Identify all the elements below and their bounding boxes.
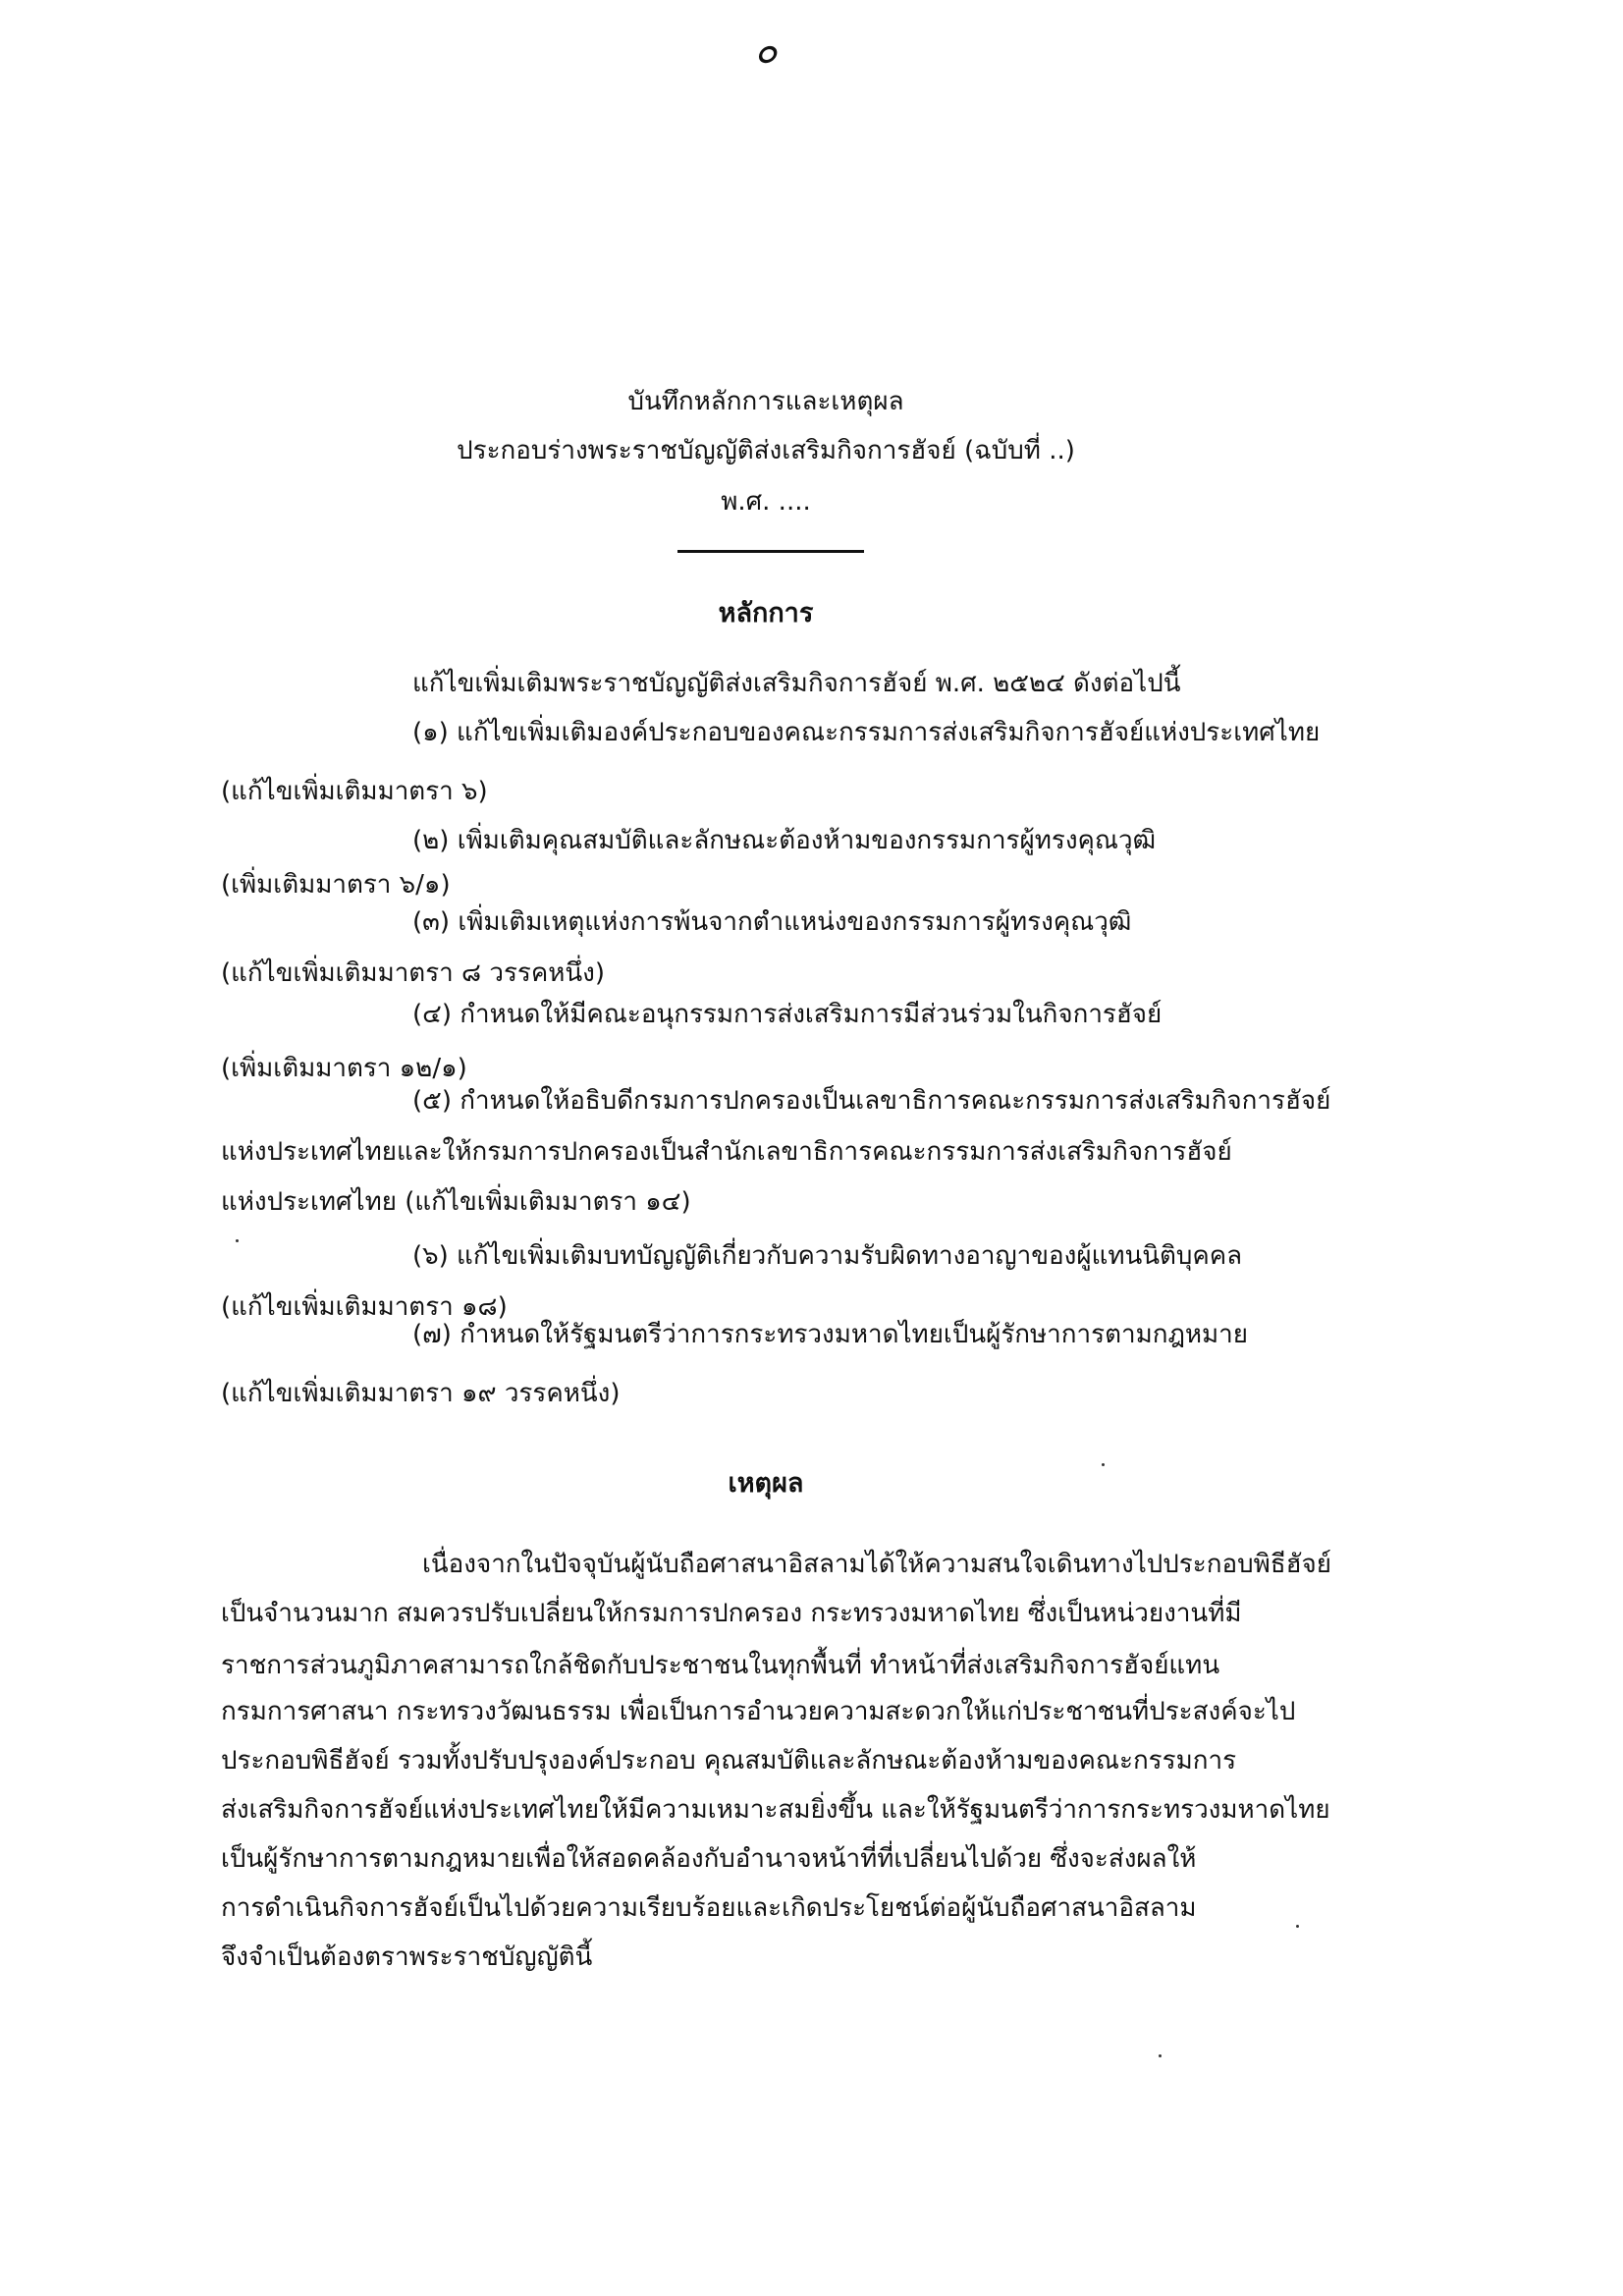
- principle-item-5-line-3: แห่งประเทศไทย (แก้ไขเพิ่มเติมมาตรา ๑๔): [221, 1187, 691, 1217]
- scan-speck: [1159, 2054, 1162, 2057]
- principle-item-5-line-1: (๕) กำหนดให้อธิบดีกรมการปกครองเป็นเลขาธิการคณะกรรมการส่งเสริมกิจการฮัจย์: [412, 1086, 1331, 1116]
- principle-item-1-line-2: (แก้ไขเพิ่มเติมมาตรา ๖): [221, 777, 488, 806]
- principle-item-6-line-2: (แก้ไขเพิ่มเติมมาตรา ๑๘): [221, 1292, 508, 1322]
- document-year: พ.ศ. ....: [721, 487, 811, 517]
- reason-line-5: ประกอบพิธีฮัจย์ รวมทั้งปรับปรุงองค์ประกอบ คุณสมบัติและลักษณะต้องห้ามของคณะกรรมการ: [221, 1746, 1237, 1776]
- reason-line-7: เป็นผู้รักษาการตามกฎหมายเพื่อให้สอดคล้องกับอำนาจหน้าที่ที่เปลี่ยนไปด้วย ซึ่งจะส่งผลให้: [221, 1844, 1197, 1874]
- title-divider: [677, 550, 864, 553]
- document-title: บันทึกหลักการและเหตุผล: [627, 387, 904, 416]
- principle-intro: แก้ไขเพิ่มเติมพระราชบัญญัติส่งเสริมกิจการฮัจย์ พ.ศ. ๒๕๒๔ ดังต่อไปนี้: [412, 669, 1181, 698]
- page-number: ๐: [754, 28, 778, 72]
- principle-item-7-line-1: (๗) กำหนดให้รัฐมนตรีว่าการกระทรวงมหาดไทยเป็นผู้รักษาการตามกฎหมาย: [412, 1320, 1249, 1349]
- reason-line-6: ส่งเสริมกิจการฮัจย์แห่งประเทศไทยให้มีความเหมาะสมยิ่งขึ้น และให้รัฐมนตรีว่าการกระทรวงมหาดไทย: [221, 1795, 1330, 1825]
- principle-item-2-line-1: (๒) เพิ่มเติมคุณสมบัติและลักษณะต้องห้ามของกรรมการผู้ทรงคุณวุฒิ: [412, 826, 1157, 855]
- scan-speck: [1296, 1925, 1299, 1928]
- principle-item-7-line-2: (แก้ไขเพิ่มเติมมาตรา ๑๙ วรรคหนึ่ง): [221, 1379, 621, 1408]
- principle-heading: หลักการ: [718, 598, 814, 629]
- reason-line-8: การดำเนินกิจการฮัจย์เป็นไปด้วยความเรียบร้อยและเกิดประโยชน์ต่อผู้นับถือศาสนาอิสลาม: [221, 1893, 1197, 1923]
- principle-item-2-line-2: (เพิ่มเติมมาตรา ๖/๑): [221, 870, 451, 900]
- reason-line-1: เนื่องจากในปัจจุบันผู้นับถือศาสนาอิสลามได้ให้ความสนใจเดินทางไปประกอบพิธีฮัจย์: [422, 1550, 1331, 1579]
- reason-heading: เหตุผล: [728, 1468, 804, 1499]
- reason-line-9: จึงจำเป็นต้องตราพระราชบัญญัตินี้: [221, 1942, 593, 1972]
- document-subtitle: ประกอบร่างพระราชบัญญัติส่งเสริมกิจการฮัจย์ (ฉบับที่ ..): [457, 436, 1075, 465]
- reason-line-4: กรมการศาสนา กระทรวงวัฒนธรรม เพื่อเป็นการอำนวยความสะดวกให้แก่ประชาชนที่ประสงค์จะไป: [221, 1697, 1296, 1726]
- principle-item-3-line-2: (แก้ไขเพิ่มเติมมาตรา ๘ วรรคหนึ่ง): [221, 958, 606, 988]
- principle-item-6-line-1: (๖) แก้ไขเพิ่มเติมบทบัญญัติเกี่ยวกับความรับผิดทางอาญาของผู้แทนนิติบุคคล: [412, 1241, 1243, 1271]
- principle-item-4-line-1: (๔) กำหนดให้มีคณะอนุกรรมการส่งเสริมการมีส่วนร่วมในกิจการฮัจย์: [412, 1000, 1163, 1029]
- principle-item-3-line-1: (๓) เพิ่มเติมเหตุแห่งการพ้นจากตำแหน่งของกรรมการผู้ทรงคุณวุฒิ: [412, 907, 1132, 937]
- principle-item-1-line-1: (๑) แก้ไขเพิ่มเติมองค์ประกอบของคณะกรรมการส่งเสริมกิจการฮัจย์แห่งประเทศไทย: [412, 718, 1321, 747]
- scan-speck: [1102, 1463, 1105, 1466]
- principle-item-5-line-2: แห่งประเทศไทยและให้กรมการปกครองเป็นสำนักเลขาธิการคณะกรรมการส่งเสริมกิจการฮัจย์: [221, 1137, 1232, 1167]
- principle-item-4-line-2: (เพิ่มเติมมาตรา ๑๒/๑): [221, 1054, 467, 1083]
- reason-line-3: ราชการส่วนภูมิภาคสามารถใกล้ชิดกับประชาชนในทุกพื้นที่ ทำหน้าที่ส่งเสริมกิจการฮัจย์แทน: [221, 1651, 1220, 1680]
- reason-line-2: เป็นจำนวนมาก สมควรปรับเปลี่ยนให้กรมการปกครอง กระทรวงมหาดไทย ซึ่งเป็นหน่วยงานที่มี: [221, 1599, 1242, 1628]
- scan-speck: [236, 1239, 239, 1242]
